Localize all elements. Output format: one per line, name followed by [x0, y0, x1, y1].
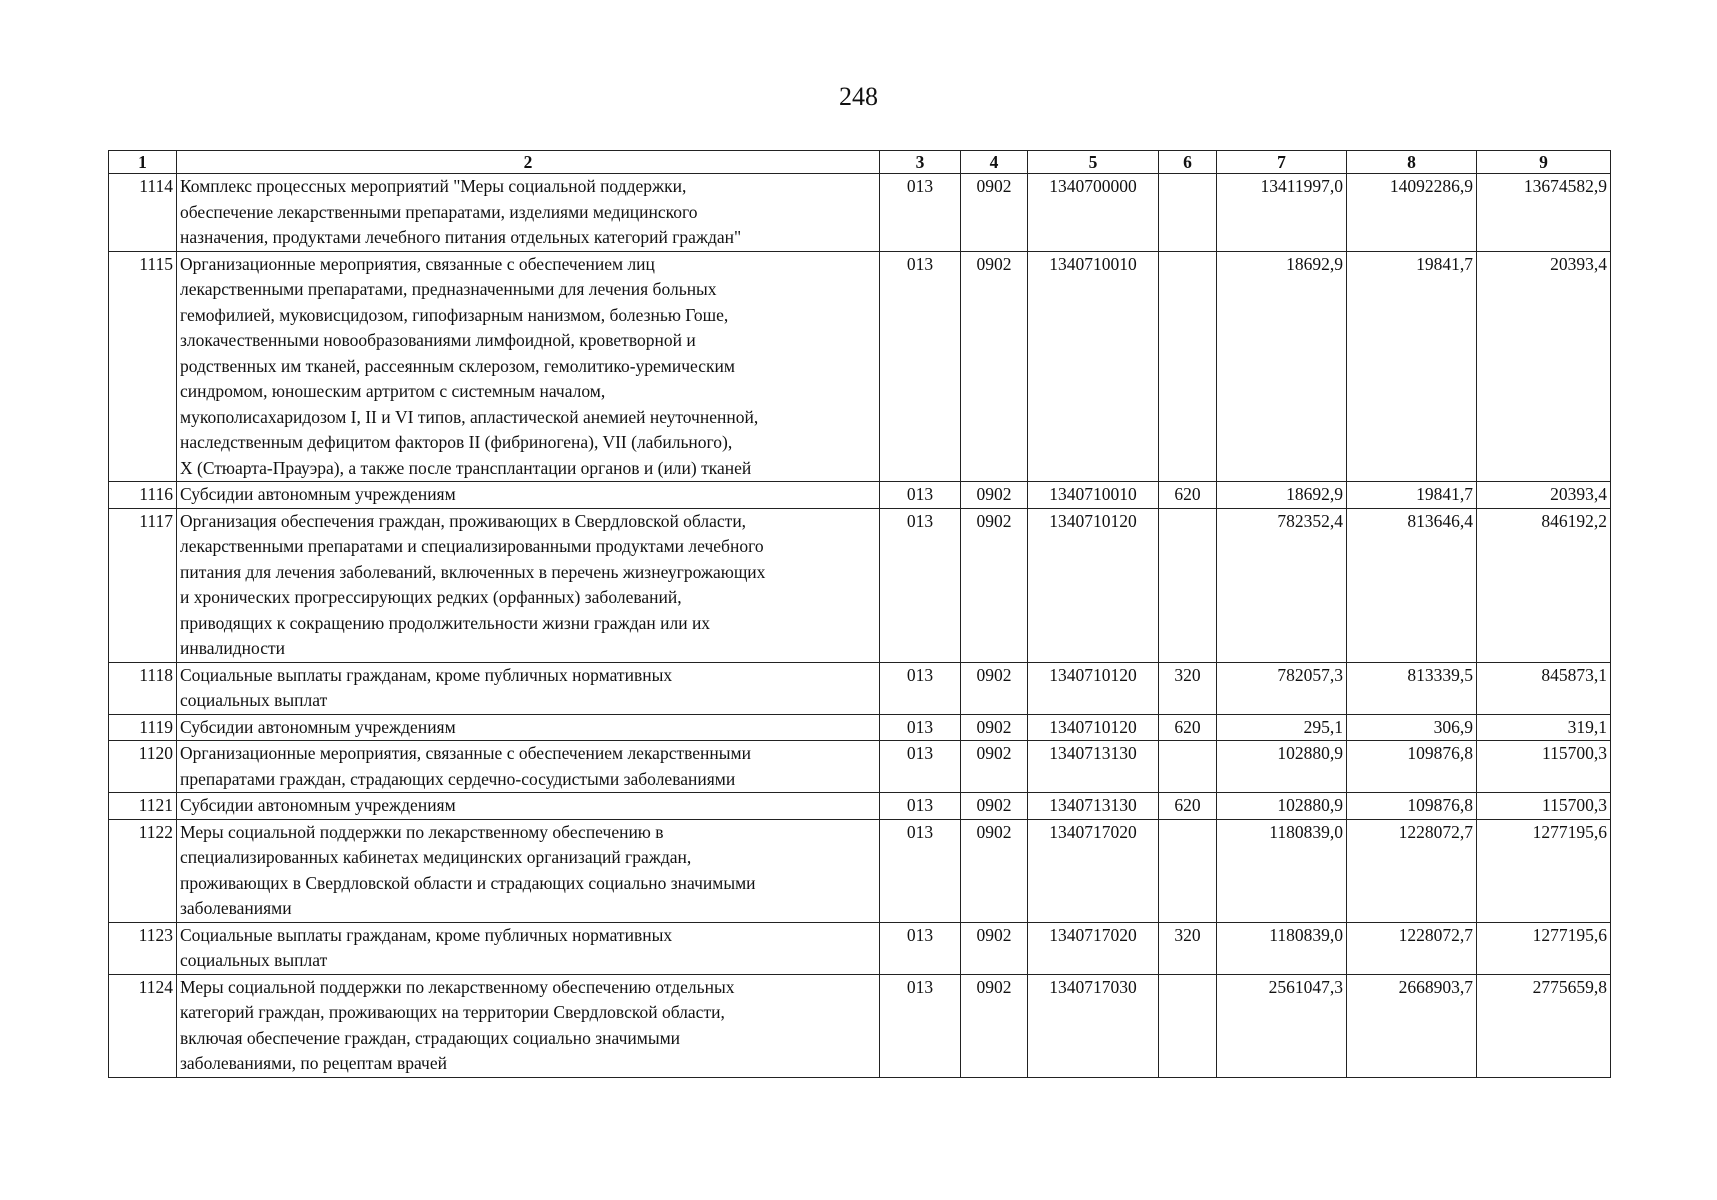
amount-year-3: 115700,3	[1477, 793, 1611, 820]
table-row	[109, 174, 1611, 252]
budget-table	[108, 150, 1611, 1078]
column-header: 3	[880, 151, 961, 174]
table-row	[109, 482, 1611, 509]
amount-year-3: 115700,3	[1477, 741, 1611, 793]
column-header: 4	[961, 151, 1028, 174]
expense-type-code: 620	[1159, 714, 1217, 741]
table-row	[109, 974, 1611, 1077]
ministry-code: 013	[880, 482, 961, 509]
section-code: 0902	[961, 662, 1028, 714]
amount-year-2: 14092286,9	[1347, 174, 1477, 252]
column-header: 8	[1347, 151, 1477, 174]
amount-year-3: 319,1	[1477, 714, 1611, 741]
page-number: 248	[839, 82, 878, 111]
row-number: 1116	[109, 482, 177, 509]
amount-year-1: 102880,9	[1217, 741, 1347, 793]
ministry-code: 013	[880, 974, 961, 1077]
row-number: 1124	[109, 974, 177, 1077]
amount-year-3: 2775659,8	[1477, 974, 1611, 1077]
column-header: 7	[1217, 151, 1347, 174]
amount-year-1: 1180839,0	[1217, 922, 1347, 974]
amount-year-1: 2561047,3	[1217, 974, 1347, 1077]
amount-year-1: 102880,9	[1217, 793, 1347, 820]
row-description: Субсидии автономным учреждениям	[177, 482, 880, 509]
section-code: 0902	[961, 482, 1028, 509]
target-article-code: 1340717020	[1028, 819, 1159, 922]
expense-type-code	[1159, 251, 1217, 482]
amount-year-2: 1228072,7	[1347, 819, 1477, 922]
row-description: Комплекс процессных мероприятий "Меры социальной поддержки, обеспечение лекарственными препаратами, изделиями медицинского назначения, продуктами лечебного питания отдельных категорий граждан"	[177, 174, 880, 252]
expense-type-code: 620	[1159, 482, 1217, 509]
expense-type-code: 620	[1159, 793, 1217, 820]
table-row	[109, 662, 1611, 714]
table-row	[109, 251, 1611, 482]
ministry-code: 013	[880, 793, 961, 820]
expense-type-code	[1159, 974, 1217, 1077]
amount-year-3: 20393,4	[1477, 251, 1611, 482]
column-header: 1	[109, 151, 177, 174]
amount-year-2: 19841,7	[1347, 482, 1477, 509]
target-article-code: 1340710120	[1028, 662, 1159, 714]
amount-year-1: 782057,3	[1217, 662, 1347, 714]
target-article-code: 1340710010	[1028, 251, 1159, 482]
amount-year-1: 18692,9	[1217, 251, 1347, 482]
amount-year-3: 1277195,6	[1477, 922, 1611, 974]
column-header: 5	[1028, 151, 1159, 174]
table-row	[109, 922, 1611, 974]
row-number: 1117	[109, 508, 177, 662]
amount-year-2: 1228072,7	[1347, 922, 1477, 974]
table-row	[109, 741, 1611, 793]
target-article-code: 1340717020	[1028, 922, 1159, 974]
row-description: Социальные выплаты гражданам, кроме публичных нормативных социальных выплат	[177, 662, 880, 714]
amount-year-2: 109876,8	[1347, 741, 1477, 793]
section-code: 0902	[961, 793, 1028, 820]
amount-year-1: 295,1	[1217, 714, 1347, 741]
target-article-code: 1340710120	[1028, 714, 1159, 741]
row-number: 1121	[109, 793, 177, 820]
expense-type-code	[1159, 741, 1217, 793]
amount-year-1: 782352,4	[1217, 508, 1347, 662]
expense-type-code	[1159, 819, 1217, 922]
target-article-code: 1340710120	[1028, 508, 1159, 662]
target-article-code: 1340717030	[1028, 974, 1159, 1077]
table-row	[109, 793, 1611, 820]
ministry-code: 013	[880, 251, 961, 482]
ministry-code: 013	[880, 819, 961, 922]
section-code: 0902	[961, 974, 1028, 1077]
ministry-code: 013	[880, 714, 961, 741]
ministry-code: 013	[880, 662, 961, 714]
amount-year-2: 306,9	[1347, 714, 1477, 741]
amount-year-2: 813646,4	[1347, 508, 1477, 662]
section-code: 0902	[961, 714, 1028, 741]
amount-year-2: 19841,7	[1347, 251, 1477, 482]
amount-year-3: 13674582,9	[1477, 174, 1611, 252]
section-code: 0902	[961, 508, 1028, 662]
amount-year-2: 109876,8	[1347, 793, 1477, 820]
amount-year-2: 813339,5	[1347, 662, 1477, 714]
row-description: Меры социальной поддержки по лекарственному обеспечению в специализированных кабинетах медицинских организаций граждан, проживающих в Свердловской области и страдающих социально значимыми заболеваниями	[177, 819, 880, 922]
header-row	[109, 151, 1611, 174]
expense-type-code	[1159, 508, 1217, 662]
row-number: 1114	[109, 174, 177, 252]
amount-year-3: 846192,2	[1477, 508, 1611, 662]
section-code: 0902	[961, 251, 1028, 482]
column-header: 2	[177, 151, 880, 174]
column-header: 6	[1159, 151, 1217, 174]
target-article-code: 1340713130	[1028, 741, 1159, 793]
column-header: 9	[1477, 151, 1611, 174]
table-row	[109, 714, 1611, 741]
row-description: Организационные мероприятия, связанные с обеспечением лекарственными препаратами граждан, страдающих сердечно-сосудистыми заболеваниями	[177, 741, 880, 793]
table-row	[109, 819, 1611, 922]
amount-year-2: 2668903,7	[1347, 974, 1477, 1077]
expense-type-code: 320	[1159, 922, 1217, 974]
row-number: 1122	[109, 819, 177, 922]
ministry-code: 013	[880, 922, 961, 974]
amount-year-3: 845873,1	[1477, 662, 1611, 714]
table-body	[109, 174, 1611, 1078]
row-description: Меры социальной поддержки по лекарственному обеспечению отдельных категорий граждан, проживающих на территории Свердловской области, включая обеспечение граждан, страдающих социально значимыми заболеваниями, по рецептам врачей	[177, 974, 880, 1077]
section-code: 0902	[961, 741, 1028, 793]
amount-year-3: 20393,4	[1477, 482, 1611, 509]
row-description: Субсидии автономным учреждениям	[177, 714, 880, 741]
expense-type-code	[1159, 174, 1217, 252]
section-code: 0902	[961, 819, 1028, 922]
expense-type-code: 320	[1159, 662, 1217, 714]
ministry-code: 013	[880, 174, 961, 252]
ministry-code: 013	[880, 741, 961, 793]
amount-year-1: 13411997,0	[1217, 174, 1347, 252]
row-description: Организация обеспечения граждан, проживающих в Свердловской области, лекарственными препаратами и специализированными продуктами лечебного питания для лечения заболеваний, включенных в перечень жизнеугрожающих и хронических прогрессирующих редких (орфанных) заболеваний, приводящих к сокращению продолжительности жизни граждан или их инвалидности	[177, 508, 880, 662]
row-number: 1118	[109, 662, 177, 714]
section-code: 0902	[961, 922, 1028, 974]
amount-year-1: 18692,9	[1217, 482, 1347, 509]
section-code: 0902	[961, 174, 1028, 252]
row-number: 1115	[109, 251, 177, 482]
table-row	[109, 508, 1611, 662]
row-description: Субсидии автономным учреждениям	[177, 793, 880, 820]
row-number: 1119	[109, 714, 177, 741]
row-number: 1123	[109, 922, 177, 974]
row-description: Организационные мероприятия, связанные с обеспечением лиц лекарственными препаратами, предназначенными для лечения больных гемофилией, муковисцидозом, гипофизарным нанизмом, болезнью Гоше, злокачественными новообразованиями лимфоидной, кроветворной и родственных им тканей, рассеянным склерозом, гемолитико-уремическим синдромом, юношеским артритом с системным началом, мукополисахаридозом I, II и VI типов, апластической анемией неуточненной, наследственным дефицитом факторов II (фибриногена), VII (лабильного), X (Стюарта-Прауэра), а также после трансплантации органов и (или) тканей	[177, 251, 880, 482]
row-number: 1120	[109, 741, 177, 793]
target-article-code: 1340710010	[1028, 482, 1159, 509]
target-article-code: 1340713130	[1028, 793, 1159, 820]
ministry-code: 013	[880, 508, 961, 662]
amount-year-3: 1277195,6	[1477, 819, 1611, 922]
amount-year-1: 1180839,0	[1217, 819, 1347, 922]
row-description: Социальные выплаты гражданам, кроме публичных нормативных социальных выплат	[177, 922, 880, 974]
target-article-code: 1340700000	[1028, 174, 1159, 252]
